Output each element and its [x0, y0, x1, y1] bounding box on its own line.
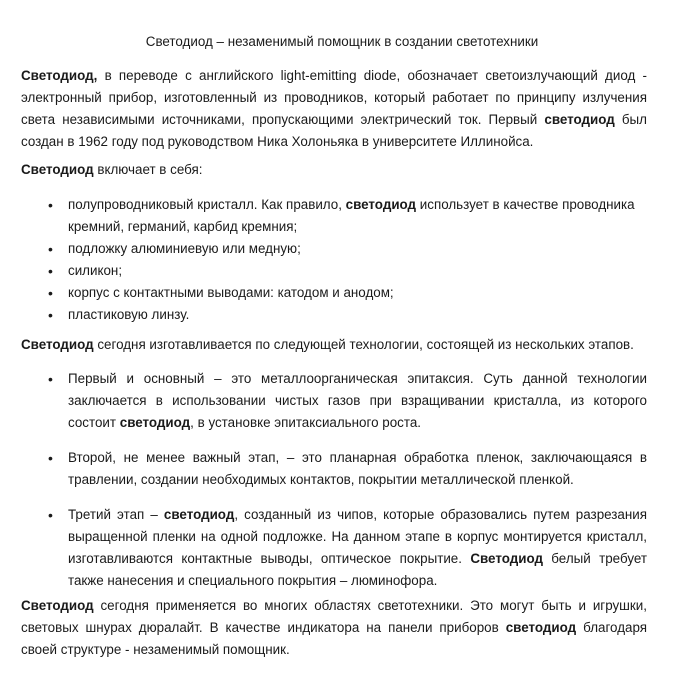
item-text: Первый и основный – это металлоорганическая эпитаксия. Суть данной технологии заключается в использовании чистых газов при взращивании кристалла, из которого состоит — [68, 371, 647, 430]
term-highlight: светодиод — [505, 620, 577, 635]
item-text: корпус с контактными выводами: катодом и анодом; — [68, 285, 394, 300]
paragraph-text: в переводе с английского light-emitting diode, обозначает светоизлучающий диод - электронный прибор, изготовленный из проводников, который работает по принципу излучения света независимыми источниками, пропускающими электрический ток. Первый — [21, 68, 647, 127]
item-text: силикон; — [68, 263, 123, 278]
term-highlight: светодиод — [119, 415, 191, 430]
intro-paragraph — [21, 65, 647, 153]
components-list — [21, 194, 647, 326]
term-highlight: Светодиод — [21, 162, 94, 177]
stages-list — [21, 368, 647, 592]
paragraph-text: был создан в 1962 году под руководством Ника Холоньяка в университете Иллинойса. — [21, 112, 647, 149]
item-text: пластиковую линзу. — [68, 307, 190, 322]
term-highlight: Светодиод — [21, 337, 94, 352]
list-item — [21, 368, 647, 434]
usage-paragraph — [21, 595, 647, 661]
item-text: Второй, не менее важный этап, – это планарная обработка пленок, заключающаяся в травлении, создании необходимых контактов, покрытии металлической пленкой. — [68, 450, 647, 487]
item-text: белый требует также нанесения и специального покрытия – люминофора. — [68, 551, 648, 588]
list-item — [21, 447, 647, 491]
item-text: подложку алюминиевую или медную; — [68, 241, 301, 256]
includes-paragraph — [21, 159, 647, 181]
term-highlight: Светодиод, — [21, 68, 98, 83]
item-text: использует в качестве проводника кремний, германий, карбид кремния; — [68, 197, 635, 234]
term-highlight: светодиод — [544, 112, 615, 127]
paragraph-text: благодаря своей структуре - незаменимый помощник. — [21, 620, 648, 657]
term-highlight: Светодиод — [21, 598, 94, 613]
item-text: полупроводниковый кристалл. Как правило, — [68, 197, 346, 212]
term-highlight: светодиод — [163, 507, 235, 522]
document-title: Светодиод – незаменимый помощник в создании светотехники — [145, 34, 539, 49]
paragraph-text: сегодня изготавливается по следующей технологии, состоящей из нескольких этапов. — [93, 337, 634, 352]
list-item — [21, 238, 647, 260]
paragraph-text: включает в себя: — [93, 162, 203, 177]
item-text: , созданный из чипов, которые образовались путем разрезания выращенной пленки на одной подложке. На данном этапе в корпус монтируется кристалл, изготавливаются контактные выводы, оптическое покрытие. — [68, 507, 648, 566]
item-text: Третий этап – — [68, 507, 164, 522]
term-highlight: светодиод — [345, 197, 417, 212]
term-highlight: Светодиод — [470, 551, 543, 566]
list-item — [21, 282, 647, 304]
list-item — [21, 260, 647, 282]
list-item — [21, 504, 647, 592]
paragraph-text: сегодня применяется во многих областях светотехники. Это могут быть и игрушки, световых шнурах дюралайт. В качестве индикатора на панели приборов — [21, 598, 647, 635]
list-item — [21, 304, 647, 326]
item-text: , в установке эпитаксиального роста. — [190, 415, 422, 430]
technology-paragraph — [21, 334, 647, 356]
list-item — [21, 194, 647, 238]
